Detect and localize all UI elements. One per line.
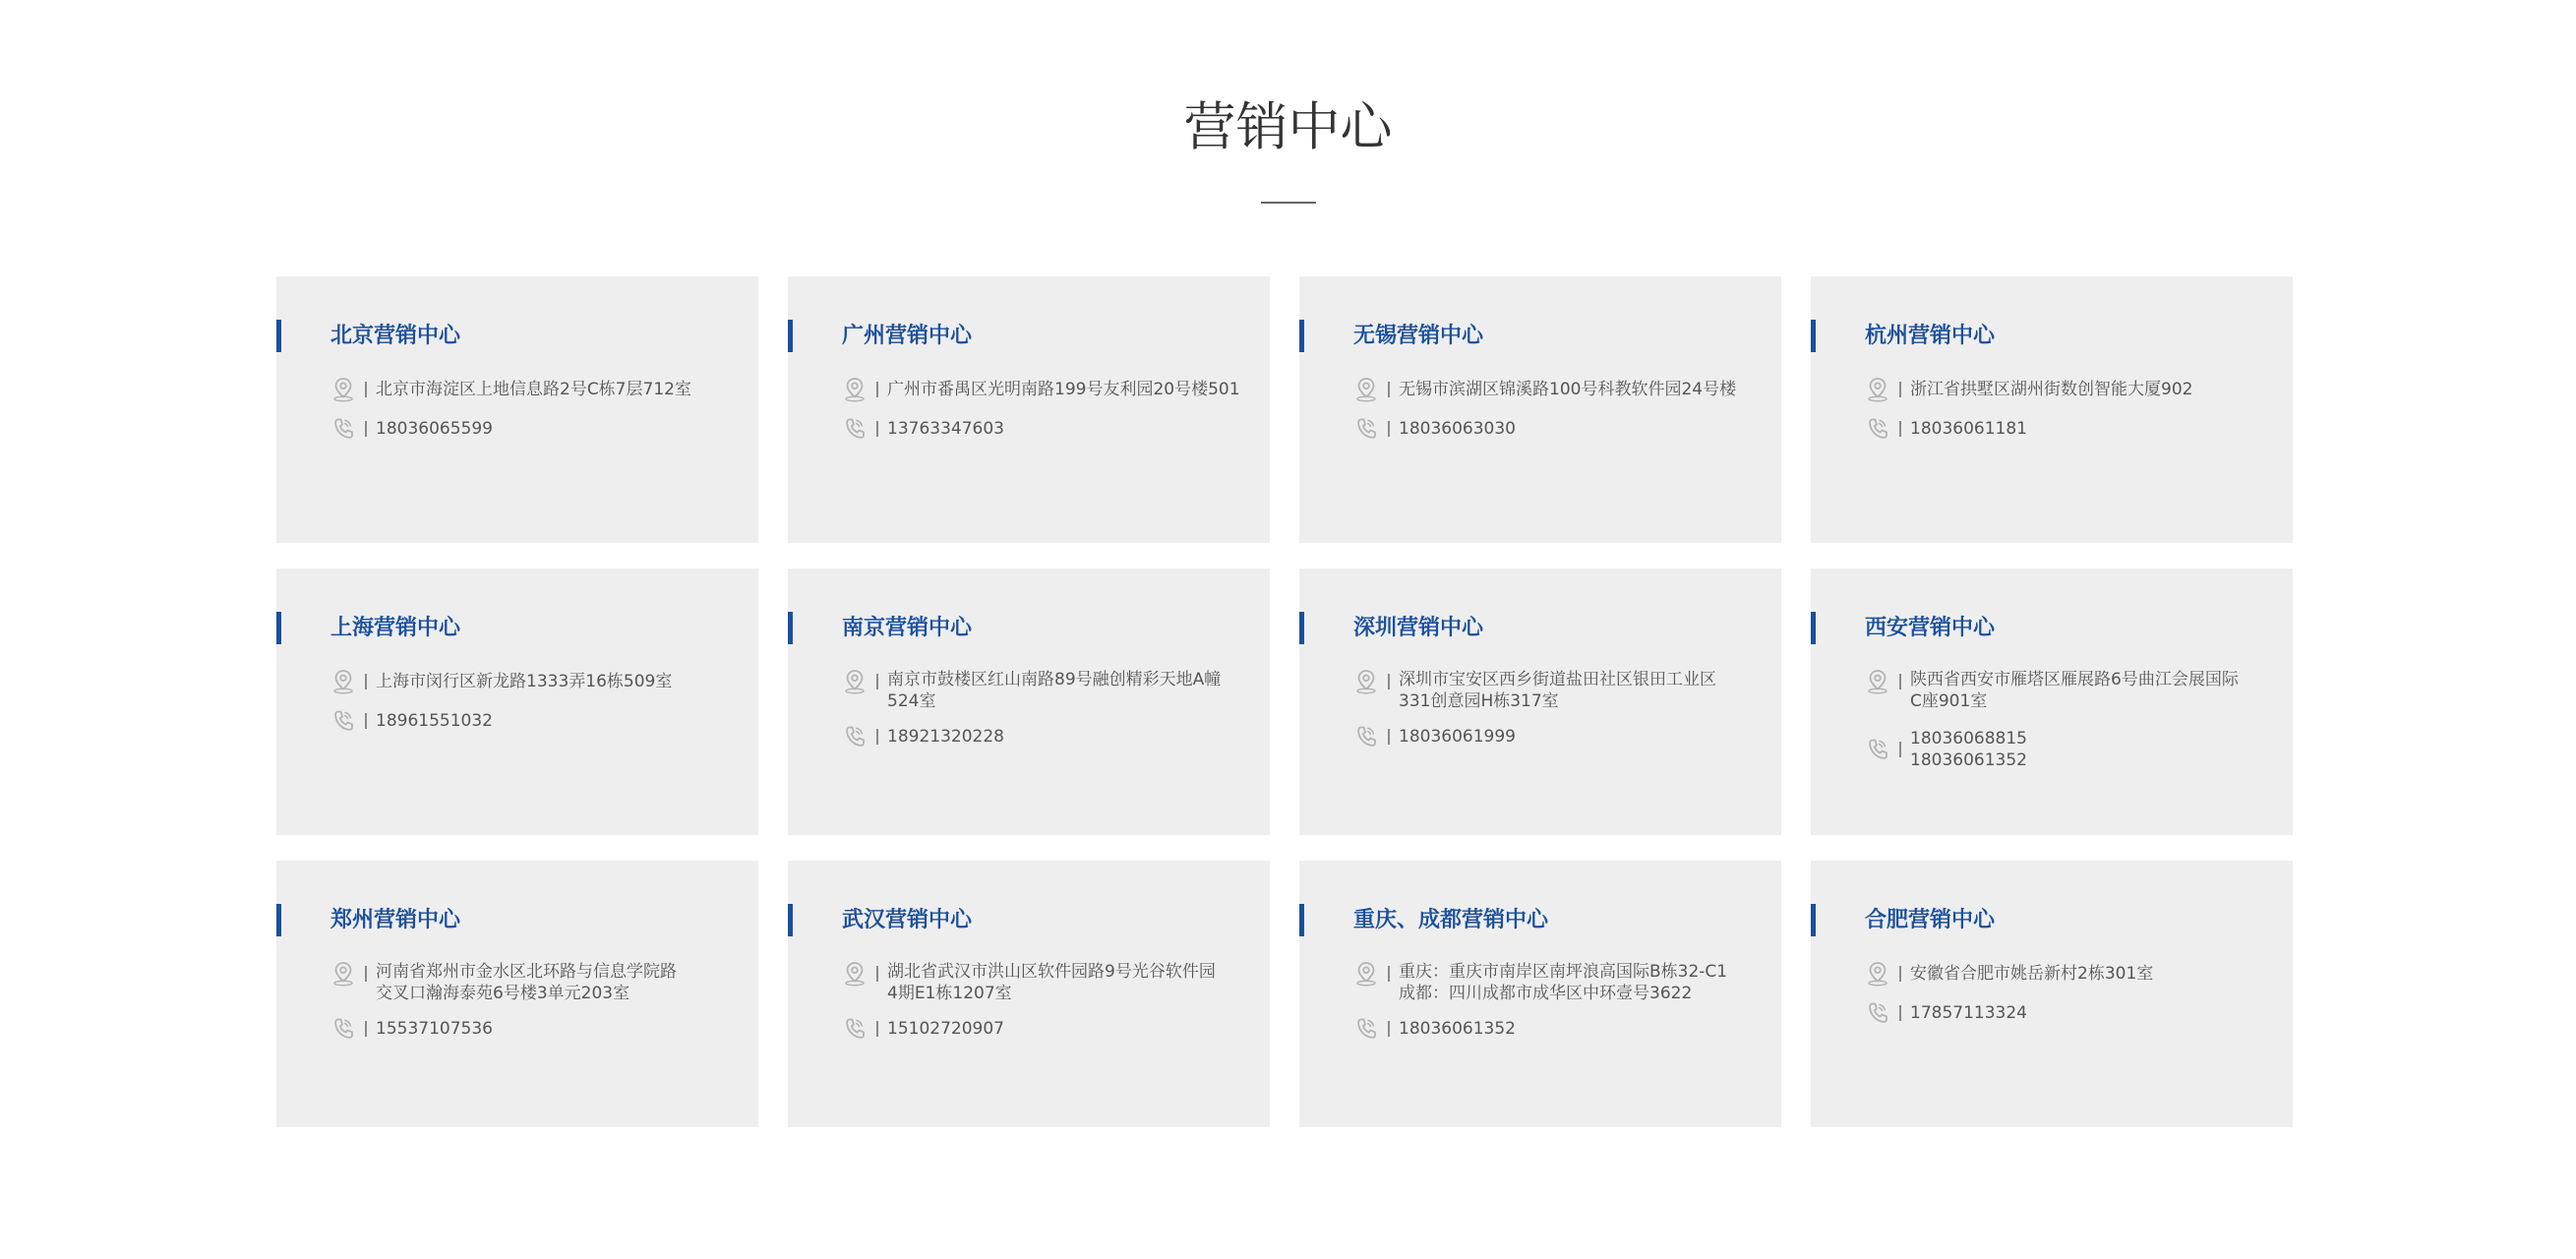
- phone-text: 18036061181: [1910, 419, 2027, 439]
- row-divider: [1388, 382, 1390, 397]
- phone-icon: [330, 1016, 356, 1042]
- phone-text: 18961551032: [376, 711, 493, 731]
- address-text: 陕西省西安市雁塔区雁展路6号曲江会展国际 C座901室: [1910, 670, 2239, 711]
- address-text: 上海市闵行区新龙路1333弄16栋509室: [376, 672, 673, 691]
- row-divider: [1899, 421, 1901, 437]
- row-divider: [365, 966, 367, 982]
- address-row: [1353, 961, 1727, 1004]
- card-title: 深圳营销中心: [1353, 616, 1484, 640]
- card-title: 武汉营销中心: [842, 908, 973, 932]
- phone-row: [842, 1016, 1004, 1042]
- phone-icon: [1353, 724, 1379, 749]
- row-divider: [365, 421, 367, 437]
- phone-text: 18921320228: [887, 727, 1004, 747]
- address-text: 无锡市滨湖区锦溪路100号科教软件园24号楼: [1399, 380, 1737, 399]
- row-divider: [365, 674, 367, 689]
- phone-text: 17857113324: [1910, 1003, 2027, 1023]
- phone-text: 15537107536: [376, 1019, 493, 1039]
- address-text: 广州市番禺区光明南路199号友利园20号楼501: [887, 380, 1240, 399]
- location-pin-icon: [330, 669, 356, 694]
- row-divider: [876, 729, 878, 745]
- phone-text: 18036063030: [1399, 419, 1516, 439]
- card-title: 重庆、成都营销中心: [1353, 908, 1549, 932]
- address-row: [1353, 377, 1736, 402]
- address-text: 安徽省合肥市姚岳新村2栋301室: [1910, 964, 2154, 984]
- center-card-hangzhou: [1811, 276, 2293, 543]
- row-divider: [1899, 966, 1901, 982]
- card-accent-bar: [1299, 612, 1304, 644]
- row-divider: [365, 382, 367, 397]
- address-text: 重庆：重庆市南岸区南坪浪高国际B栋32-C1 成都：四川成都市成华区中环壹号3622: [1399, 962, 1728, 1003]
- phone-icon: [330, 416, 356, 442]
- location-pin-icon: [1353, 377, 1379, 402]
- card-accent-bar: [788, 904, 793, 936]
- phone-row: [1865, 728, 2027, 771]
- address-text: 南京市鼓楼区红山南路89号融创精彩天地A幢 524室: [887, 670, 1222, 711]
- card-title: 南京营销中心: [842, 616, 973, 640]
- card-accent-bar: [1811, 612, 1816, 644]
- phone-row: [330, 708, 493, 734]
- phone-text: 13763347603: [887, 419, 1004, 439]
- phone-row: [1865, 416, 2027, 442]
- phone-text: 18036061999: [1399, 727, 1516, 747]
- center-card-beijing: [276, 276, 758, 543]
- card-title: 西安营销中心: [1865, 616, 1996, 640]
- phone-icon: [842, 416, 868, 442]
- row-divider: [1388, 729, 1390, 745]
- phone-text: 18036061352: [1399, 1019, 1516, 1039]
- location-pin-icon: [1865, 377, 1890, 402]
- phone-row: [330, 1016, 493, 1042]
- row-divider: [876, 966, 878, 982]
- location-pin-icon: [330, 961, 356, 987]
- address-text: 浙江省拱墅区湖州街数创智能大厦902: [1910, 380, 2193, 399]
- phone-row: [842, 416, 1004, 442]
- card-accent-bar: [276, 320, 281, 352]
- address-row: [842, 961, 1216, 1004]
- location-pin-icon: [1865, 961, 1890, 987]
- row-divider: [1388, 966, 1390, 982]
- row-divider: [1388, 1021, 1390, 1037]
- address-text: 湖北省武汉市洪山区软件园路9号光谷软件园 4期E1栋1207室: [887, 962, 1216, 1003]
- location-pin-icon: [330, 377, 356, 402]
- row-divider: [1388, 421, 1390, 437]
- card-title: 广州营销中心: [842, 324, 973, 348]
- address-row: [330, 961, 677, 1004]
- phone-icon: [330, 708, 356, 734]
- location-pin-icon: [842, 961, 868, 987]
- row-divider: [1388, 674, 1390, 689]
- phone-icon: [1353, 416, 1379, 442]
- card-title: 北京营销中心: [330, 324, 461, 348]
- row-divider: [365, 1021, 367, 1037]
- row-divider: [876, 382, 878, 397]
- address-row: [1865, 377, 2192, 402]
- card-accent-bar: [1811, 320, 1816, 352]
- card-accent-bar: [276, 612, 281, 644]
- card-accent-bar: [1811, 904, 1816, 936]
- location-pin-icon: [842, 377, 868, 402]
- phone-icon: [1353, 1016, 1379, 1042]
- phone-row: [1353, 1016, 1516, 1042]
- center-card-chongqing-chengdu: [1299, 861, 1781, 1127]
- page-title: 营销中心: [1183, 97, 1393, 157]
- card-title: 合肥营销中心: [1865, 908, 1996, 932]
- row-divider: [876, 421, 878, 437]
- phone-row: [1353, 724, 1516, 749]
- location-pin-icon: [1353, 669, 1379, 694]
- phone-row: [1865, 1000, 2027, 1026]
- phone-icon: [1865, 737, 1890, 762]
- address-row: [842, 669, 1221, 712]
- phone-icon: [842, 1016, 868, 1042]
- center-card-nanjing: [788, 569, 1270, 835]
- phone-row: [330, 416, 493, 442]
- center-card-xian: [1811, 569, 2293, 835]
- center-card-wuxi: [1299, 276, 1781, 543]
- row-divider: [1899, 674, 1901, 689]
- marketing-center-grid: [276, 276, 2293, 1127]
- center-card-zhengzhou: [276, 861, 758, 1127]
- phone-icon: [1865, 1000, 1890, 1026]
- card-title: 无锡营销中心: [1353, 324, 1484, 348]
- title-divider: [1261, 202, 1316, 204]
- card-accent-bar: [1299, 320, 1304, 352]
- address-row: [842, 377, 1240, 402]
- phone-text: 15102720907: [887, 1019, 1004, 1039]
- center-card-guangzhou: [788, 276, 1270, 543]
- card-title: 郑州营销中心: [330, 908, 461, 932]
- row-divider: [1899, 742, 1901, 757]
- card-accent-bar: [788, 612, 793, 644]
- card-title: 上海营销中心: [330, 616, 461, 640]
- phone-text: 18036065599: [376, 419, 493, 439]
- address-row: [1865, 669, 2239, 712]
- address-row: [1865, 961, 2153, 987]
- location-pin-icon: [842, 669, 868, 694]
- address-text: 深圳市宝安区西乡街道盐田社区银田工业区 331创意园H栋317室: [1399, 670, 1716, 711]
- phone-icon: [842, 724, 868, 749]
- center-card-shanghai: [276, 569, 758, 835]
- row-divider: [1899, 1005, 1901, 1021]
- phone-text: 18036068815 18036061352: [1910, 729, 2027, 770]
- card-accent-bar: [1299, 904, 1304, 936]
- row-divider: [1899, 382, 1901, 397]
- card-accent-bar: [276, 904, 281, 936]
- card-title: 杭州营销中心: [1865, 324, 1996, 348]
- address-row: [330, 377, 691, 402]
- address-text: 北京市海淀区上地信息路2号C栋7层712室: [376, 380, 691, 399]
- address-row: [330, 669, 672, 694]
- location-pin-icon: [1353, 961, 1379, 987]
- address-row: [1353, 669, 1716, 712]
- phone-icon: [1865, 416, 1890, 442]
- center-card-wuhan: [788, 861, 1270, 1127]
- row-divider: [365, 713, 367, 729]
- row-divider: [876, 1021, 878, 1037]
- location-pin-icon: [1865, 669, 1890, 694]
- card-accent-bar: [788, 320, 793, 352]
- center-card-shenzhen: [1299, 569, 1781, 835]
- center-card-hefei: [1811, 861, 2293, 1127]
- address-text: 河南省郑州市金水区北环路与信息学院路 交叉口瀚海泰苑6号楼3单元203室: [376, 962, 677, 1003]
- row-divider: [876, 674, 878, 689]
- phone-row: [1353, 416, 1516, 442]
- phone-row: [842, 724, 1004, 749]
